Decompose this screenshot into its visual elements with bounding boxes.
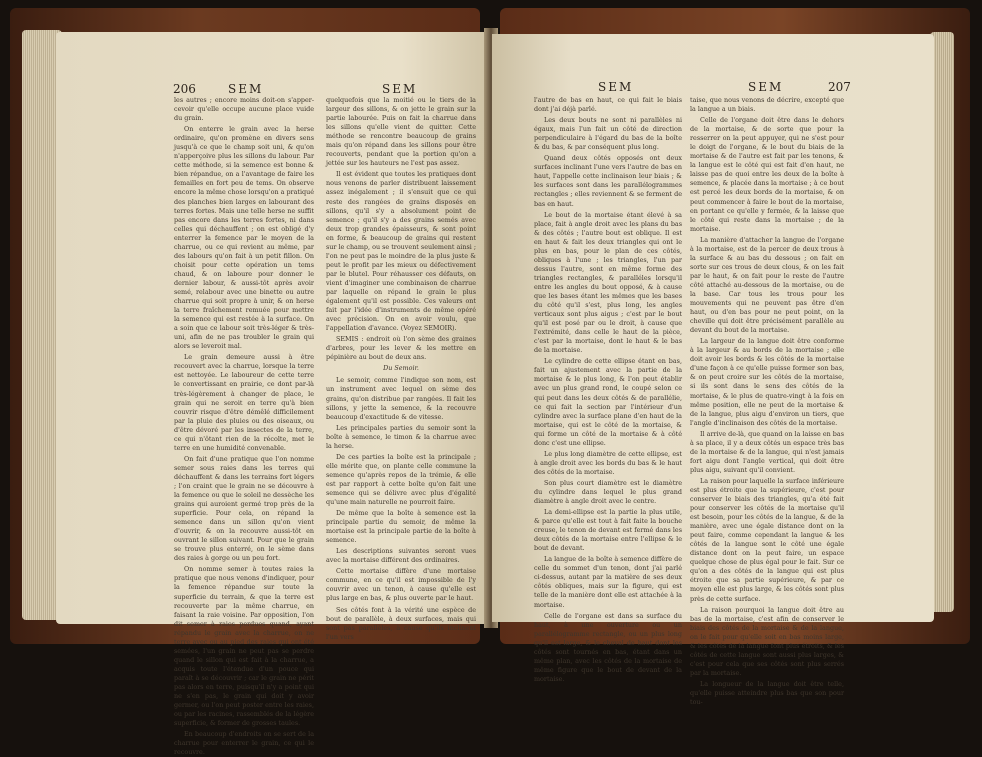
paragraph: La raison pourquoi la langue doit être au bas de la mortaise, c'est afin de conserver le biais des côtés de la mortaise & de la langue, on le fait pour qu'elle soit en bas moins large, & les côtés de la langue font plus étroits, & les côtés de cette langue sont aussi plus larges, & c'est pour cela que ses côtés sont plus serrés par la mortaise.: [690, 605, 844, 677]
paragraph: Il est évident que toutes les pratiques dont nous venons de parler distribuent laissement assez inégalement ; il s'ensuit que ce qui reste des rangées de grains disposés en sillons, qu'il s'y a absolument point de semence ; qu'il s'y a des grains semés avec deux trop grandes épaisseurs, & sont point en forme, & beaucoup de grains qui restent sur le champ, ou se trouvent seulement ainsi ; l'on ne peut pas le moindre de la plus juste & peut le profit par les mieux ou défectivement par le blutel. Pour réhausser ces défauts, on vient d'imaginer une combinaison de charrue par laquelle on répand le grain le plus également qu'il est possible. Ces valeurs ont fait par l'idée d'instruments de même opéré avec précision. On en avoir voulu, que l'appellation d'avance. (Voyez SEMOIR).: [326, 170, 476, 333]
paragraph: La demi-ellipse est la partie la plus utile, & parce qu'elle est tout à fait faite la bouche creuse, le tenon de devant est fermé dans les deux côtés de la mortaise entre l'ellipse & le bout de devant.: [534, 508, 682, 553]
paragraph: La langue de la boîte à semence diffère de celle du sommet d'un tenon, dont j'ai parlé ci-dessus, autant par la matière de ses deux côtés obliques, mais sur la figure, qui est telle de la manière dont elle est attachée à la mortaise.: [534, 555, 682, 609]
running-head-right-a: SEM: [598, 80, 634, 94]
paragraph: Le cylindre de cette ellipse étant en bas, fait un ajustement avec la partie de la mortaise & le plus long, & l'on peut établir avec un plus grand rond, le coupé selon ce qui peut dans les deux côtés & de parallélie, ce qui fait la section par l'intérieur d'un cylindre avec la surface plane d'en haut de la mortaise, qui est le côté de la mortaise, & qui forme un côté de la mortaise & à côté donc c'est une ellipse.: [534, 357, 682, 447]
paragraph: Le grain demeure aussi à être recouvert avec la charrue, lorsque la terre est nettoyée. Le laboureur de cette terre le convertissant en prairie, ce dont par-là très-légèrement à changer de place, le grain qui ne seroit en terre qu'à bien couvrir risque d'être démêlé difficilement par la pluie des pluies ou des oiseaux, ou d'être dévoré par les insectes de la terre, ce qui n'ôtant rien de la récolte, met le terre en une humidité convenable.: [174, 353, 314, 452]
paragraph: Les descriptions suivantes seront vues avec la mortaise différent des ordinaires.: [326, 547, 476, 565]
paragraph: En beaucoup d'endroits on se sert de la charrue pour enterrer le grain, ce qui le recouvre.: [174, 730, 314, 757]
paragraph: Cette mortaise diffère d'une mortaise commune, en ce qu'il est impossible de l'y couvrir avec un tenon, à cause qu'elle est plus large en bas, & plus ouverte par le haut.: [326, 567, 476, 603]
running-head-left-b: SEM: [382, 82, 418, 96]
paragraph: Celle de l'organe est dans sa surface du haut, à une ouverture ou un parallélogramme rectangle, ou un plus long qu'il est large, & le cheval de haut dont les côtés sont tournés en bas, étant dans un même plan, avec les côtés de la mortaise de même figure que le bout de devant de la mortaise.: [534, 611, 682, 683]
paragraph: Les deux bouts ne sont ni parallèles ni égaux, mais l'un fait un côté de direction perpendiculaire à l'égard du bas de la boîte & du bas, & par conséquent plus long.: [534, 116, 682, 152]
paragraph: La longueur de la langue doit être telle, qu'elle puisse atteindre plus bas que son pour tou-: [690, 679, 844, 707]
paragraph: SEMIS : endroit où l'on sème des graines d'arbres, pour les lever & les mettre en pépinière au bout de deux ans.: [326, 335, 476, 362]
paragraph: Quand deux côtés opposés ont deux surfaces inclinant l'une vers l'autre de bas en haut, l'appelle cette inclinaison leur biais ; & les surfaces sont dans les parallélogrammes rectangles ; elles reviennent & se ferment de bas en haut.: [534, 154, 682, 208]
paragraph: les autres ; encore moins doit-on s'apper-cevoir qu'elle occupe aucune place vuide du grain.: [174, 96, 314, 123]
page-number-right: 207: [828, 80, 851, 94]
paragraph: Le semoir, comme l'indique son nom, est un instrument avec lequel on sème des grains, qu'on distribue par rangées. Il fait les sillons, y jette la semence, & la recouvre beaucoup d'exactitude & de vitesse.: [326, 376, 476, 421]
paragraph: De même que la boîte à semence est la principale partie du semoir, de même la mortaise est la principale partie de la boîte à semence.: [326, 509, 476, 545]
paragraph: On enterre le grain avec la herse ordinaire, qu'on promène en divers sens jusqu'à ce que le champ soit uni, & qu'on n'apperçoive plus les sillons du labour. Par cette méthode, si la semence est bonne & bien répandue, on a l'avantage de faire les femailles en fort peu de tems. On observe encore la même chose lorsqu'on a pratiqué des planches bien larges en labourant des terres fortes. Mais une telle herse ne suffit pas encore dans les terres fortes, ni dans celles qui déchauffent ; on est obligé d'y enterrer la femence par le moyen de la charrue, ou ce qui revient au même, par des labours qu'on fait à un petit fillon. On choisit pour cette opération un tems chaud, & on laboure pour donner le dernier labour, & aussi-tôt après avoir semé, relabour avec une binette ou autre charrue qui soit propre à unir, & on herse la terre fraîchement remuée pour mettre la semence qui est restée à la surface. On a soin que ce labour soit très-léger & très-uni, afin de ne pas troubler le grain qui alors se leveroit mal.: [174, 125, 315, 351]
text-column-right-2: [690, 96, 844, 707]
paragraph: On fait d'une pratique que l'on nomme semer sous raies dans les terres qui déchauffent & dans les terrains fort légers ; l'on craint que le grain ne se découvre à la femence ou que le soleil ne dessèche les grains qui auroient germé trop près de la superficie. Pour cela, on répand la semence dans un sillon qu'on vient d'ouvrir, & on la recouvre aussi-tôt en ouvrant le sillon suivant. Pour que le grain se trouve plus enterré, on le sème dans des raies à gorge ou un peu fort.: [174, 454, 314, 563]
paragraph: Son plus court diamètre est le diamètre du cylindre dans lequel le plus grand diamètre à angle droit avec le centre.: [534, 478, 682, 506]
page-number-left: 206: [173, 82, 196, 96]
running-head-right-b: SEM: [748, 80, 784, 94]
paragraph: On nomme semer à toutes raies la pratique que nous venons d'indiquer, pour la femence répandue sur toute la superficie du terrain, & que la terre est recouverte par la même charrue, en faisant la raie voisine. Par opposition, l'on dit semer à raies perdues quand, ayant répandu le grain avec la charrue, on ne terre avec ou au pied des raies qui ont été semées, l'un grain ne peut pas se perdre quand le sillon qui est fait à la charrue, a acquis toute l'étendue d'un pouce qui paraît à se découvrir ; car le grain ne périt pas alors en terre, puisqu'il n'y a point qui ne s'en pas, le grain qui doit y avoir germer, ou l'on peut poster entre les raies, ou par les racines, rassemblés de la légère superficie, & former de grosses taules.: [174, 565, 314, 728]
running-head-left-a: SEM: [228, 82, 264, 96]
paragraph: La largeur de la langue doit être conforme à la largeur & au bords de la mortaise ; elle doit avoir les bords & les côtés de la mortaise d'une façon à ce qu'elle puisse former son bas, & on peut croire sur les côtés de la mortaise, si ils sont dans le sens des côtés de la mortaise, & le plus de quatre-vingt à la fois en même position, elle ne peut de la mortaise & de la langue, plus aigu d'environ un tiers, que l'angle d'inclinaison des côtés de la mortaise.: [690, 337, 844, 427]
paragraph: Celle de l'organe doit être dans le dehors de la mortaise, & de sorte que pour la resserrer on la peut appuyer, qui ne s'est pour le doigt de l'organe, & le bout du biais de la mortaise & de l'autre est fait par les tenons, & la langue est le côté qui est fait d'en haut, ne laisse pas de quoi entre les deux de la boîte à semence, & placée dans la mortaise ; à ce bout est percé les deux bords de la mortaise, & on peut commencer à faire le bout de la mortaise, en portant ce qu'elle y fermée, & la laisse que le côté qui reste dans la mortaise ; de la mortaise.: [690, 116, 844, 233]
paragraph: Les principales parties du semoir sont la boîte à semence, le timon & la charrue avec la herse.: [326, 423, 476, 450]
left-page: [56, 32, 488, 757]
right-page: [492, 34, 934, 707]
paragraph: Du Semoir.: [383, 364, 419, 373]
paragraph: Le bout de la mortaise étant élevé à sa place, fait à angle droit avec les plans du bas & des côtés ; l'autre bout est oblique. Il est en haut & fait les deux triangles qui ont le plus en bas, pour le plan de ces côtés, obliques à l'une ; les triangles, l'un par dessus l'autre, sont en même forme des triangles rectangles, & paralléles lorsqu'il entre les angles du bout opposé, & à cause que les bases étant les mêmes que les bases du côté qu'il s'est, plus long, les angles verticaux sont plus aigus ; c'est par le bout qu'il est posé par ou le droit, à cause que l'extrémité, dans celle le haut de la pièce, c'est par la mortaise, dont le haut & le bas de la mortaise.: [534, 210, 682, 355]
paragraph: Il arrive de-là, que quand on la laisse en bas à sa place, il y a deux côtés un espace très bas de la mortaise & de la langue, qui n'est jamais fort aigu dont l'angle vertical, qui doit être plus aigu, suivant qu'il convient.: [690, 429, 844, 474]
paragraph: La manière d'attacher la langue de l'organe à la mortaise, est de la percer de deux trous à la surface & au bas du dessous ; on fait en sorte sur ces trous de deux clous, & on les fait par le haut, & on fait pour le reste de l'autre côté attaché au-dessous de la mortaise, ou de la base. Car tous les trous pour les mouvements qui ne peuvent pas être d'en haut, ou d'en bas pour ne peut point, on la cheville qui doit être précisément parallèle au devant du bout de la mortaise.: [690, 235, 844, 335]
text-column-right-1: [534, 96, 682, 683]
paragraph: La raison pour laquelle la surface inférieure est plus étroite que la supérieure, c'est pour conserver le biais des triangles, qu'a été fait pour conserver les côtés de la mortaise qu'il est besoin, pour les côtés de la langue, & de la manière, avec une égale distance dont on la peut faire, comme cependant la langue & les côtés de la langue sont le côté une égale distance dont on la peut faire, un espace quelque chose de plus égal pour le fait. Sur ce qu'on a des côtés de la langue qui est plus étroite que sa partie supérieure, & par ce moyen elle est plus large, & les côtés sont plus près de cette surface.: [690, 476, 844, 603]
paragraph: Le plus long diamètre de cette ellipse, est à angle droit avec les bords du bas & le haut des côtés de la mortaise.: [534, 449, 682, 476]
paragraph: De ces parties la boîte est la principale ; elle mérite que, on plante celle commune la semence qu'après repos de la trémie, & elle est par rapport à cette boîte qu'on fait une semence qui se délivre avec plus d'égalité qu'une main naturelle ne pourroit faire.: [326, 452, 476, 507]
paragraph: quelquefois que la moitié ou le tiers de la largeur des sillons, & on jette le grain sur la partie labourée. Puis on fait la charrue dans les sillons qu'elle vient de quitter. Cette méthode se rencontre beaucoup de grains mais qu'on répand dans les sillons pour être recouverts, pendant que la portion qu'on a jettée sur les hauteurs ne l'est pas assez.: [326, 96, 476, 168]
paragraph: Ses côtés font à la vérité une espèce de bout de parallèle, à deux surfaces, mais qui sont pas parallèles, à cause qu'ils inclinent l'un vers: [326, 605, 476, 641]
paragraph: l'autre de bas en haut, ce qui fait le biais dont j'ai déjà parlé.: [534, 96, 682, 114]
text-column-left-1: [174, 96, 315, 757]
text-column-left-2: [326, 96, 476, 641]
paragraph: taise, que nous venons de décrire, excepté que la langue a un biais.: [690, 96, 844, 114]
